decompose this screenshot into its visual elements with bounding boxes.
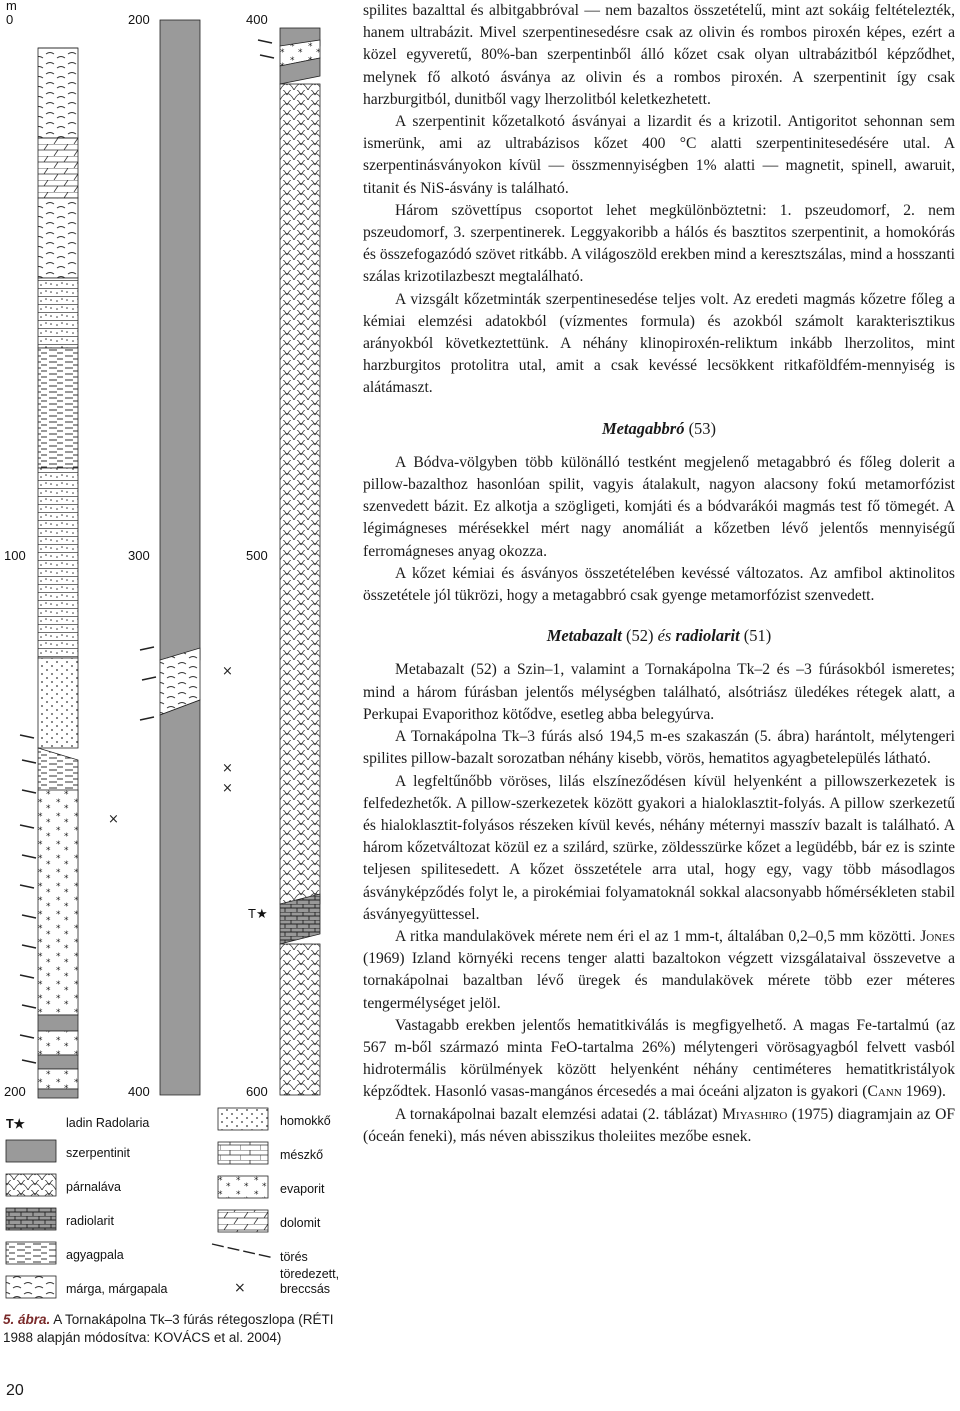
p12-part-b: (1975) diagramjain az OF (óceán feneki), más néven abisszikus tholeiites mezőbe esnek. bbox=[363, 1105, 956, 1145]
legend-serpentinite: szerpentinit bbox=[66, 1146, 130, 1160]
legend-fault: törés bbox=[280, 1250, 308, 1264]
heading-conjunction: és bbox=[653, 626, 676, 646]
column-drawing bbox=[0, 0, 362, 1305]
legend-radiolaria: ladin Radolaria bbox=[66, 1116, 150, 1130]
paragraph-5: A Bódva-völgyben több különálló testként megjelenő metagabbró és főleg dolerit a pillow-bazalthoz hasonlóan spilit, vagyis átalakult, nagyon alacsony fokú metamorfózist szenvedett bázit. Ez alkotja a szögligeti, komjáti és a bódvarákói magmás test fő tömegét. A légimágneses mérésekkel mért nagy anomáliát a kőzetben lévő jelentős mennyiségű ferromágneses anyag okozza. bbox=[363, 453, 955, 560]
paragraph-1: spilites bazalttal és albitgabbróval — nem bazaltos összetételű, mint azt sokáig feltételezték, hanem ultrabázit. Mivel szerpentinesedésre csak az olivin és rombos piroxén képes, ezért a közel egyveretű, 80%-ban szerpentinből álló kőzet csak olyan ultrabázitból képződhet, melynek fő alkotó ásványa az olivin és a rombos piroxén. A szerpentinit így csak harzburgitból, dunitből vagy lherzolitból keletkezhetett. bbox=[363, 2, 955, 108]
radiolaria-marker: T★ bbox=[248, 906, 268, 921]
paragraph-11 bbox=[363, 1015, 955, 1104]
svg-text:×: × bbox=[222, 664, 233, 679]
legend-radiolarite: radiolarit bbox=[66, 1214, 114, 1228]
heading-metabazalt-number: (52) bbox=[621, 626, 654, 646]
paragraph-7: Metabazalt (52) a Szin–1, valamint a Tornakápolna Tk–2 és –3 fúrásokból ismeretes; mind a három fúrásban jelentős mélységben található, alsótriász üledékes rétegek alatt, a Perkupai Evaporithoz kötődve, esetleg abba belegyúrva. bbox=[363, 661, 955, 723]
svg-text:×: × bbox=[222, 781, 233, 796]
unit-label: m bbox=[6, 0, 17, 13]
section-heading-metagabbro bbox=[363, 418, 955, 440]
paragraph-8: A Tornakápolna Tk–3 fúrás alsó 194,5 m-es szakaszán (5. ábra) harántolt, mélytengeri spilites pillow-bazalt sorozatban néhány kisebb, vörös, hematitos agyagbetelepülés látható. bbox=[363, 728, 955, 768]
p11-part-a: Vastagabb erekben jelentős hematitkiválás is megfigyelhető. A magas Fe-tartalmú (az 567 m-ből származó minta FeO-tartalma 26%) mélytengeri vörösagyagból felvett vasból hidrotermális körülmények között helyenként néhány centiméteres hematitkristályok képződtek. Hasonló vasas-mangános ércesedés a mai óceáni aljzaton is gyakori ( bbox=[363, 1016, 955, 1101]
p11-part-b: 1969). bbox=[901, 1083, 946, 1101]
depth-label-col3-top: 400 bbox=[246, 12, 268, 27]
legend-sandstone: homokkő bbox=[280, 1114, 331, 1128]
legend-evaporite: evaporit bbox=[280, 1182, 325, 1196]
paragraph-4: A vizsgált kőzetminták szerpentinesedése teljes volt. Az eredeti magmás kőzetre főleg a kémiai elemzési adatokból (vízmentes formula) és azokból számolt karakterisztikus arányokból következtettünk. A néhány klinopiroxén-reliktum inkább lherzolitos, mint harzburgitos protolitra utal, amit a csak kevéssé lecsökkent ritkaföldfém-mennyiség is alátámaszt. bbox=[363, 290, 955, 397]
caption-lead: 5. ábra. bbox=[3, 1312, 51, 1327]
section-heading-metabazalt bbox=[363, 625, 955, 647]
p10-part-b: (1969) Izland környéki recens tenger alatti bazaltokon végzett vizsgálataival összevetve a tornakápolnai bazaltban lévő üregek és mandulakövek mérete több ezer méteres tengermélységet jelöl. bbox=[363, 950, 955, 1012]
legend-swatches bbox=[6, 1108, 274, 1298]
caption-text: A Tornakápolna Tk–3 fúrás rétegoszlopa (RÉTI 1988 alapján módosítva: KOVÁCS et al. 2004) bbox=[3, 1312, 334, 1345]
paragraph-3: Három szövettípus csoportot lehet megkülönböztetni: 1. pszeudomorf, 2. nem pszeudomorf, 3. szerpentinerek. Leggyakoribb a hálós és basztitos szerpentinit, a homokórás és összefogazódó szövet ritkább. A világoszöld erekben mind a keresztszálas, mind a hosszanti szálas krizotilazbeszt megtalálható. bbox=[363, 201, 955, 286]
depth-label-col3-bot: 600 bbox=[246, 1084, 268, 1099]
legend-dolomite: dolomit bbox=[280, 1216, 321, 1230]
legend-marl: márga, márgapala bbox=[66, 1282, 168, 1296]
paragraph-9: A legfeltűnőbb vöröses, lilás elszíneződésen kívül helyenként a pillowszerkezetek is felfedezhetők. A pillow-szerkezetek között gyakori a hialoklasztit-folyás. A pillow szerkezetű és hialoklasztit-folyásos részeken kívül kevés, néhány méternyi masszív bazalt is található. A három kőzetváltozat közül ez a szilárd, szürke, zöldesszürke kőzet a legüdébb, bár ez is szinte teljesen spilitesedett. A kőzet összetétele arra utal, hogy egy, vagy több másodlagos ásványképződés folyt le, a pirokémiai folyamatoknál sokkal alacsonyabb hőmérsékleten stabil ásványegyüttessel. bbox=[363, 772, 955, 923]
paragraph-10 bbox=[363, 926, 955, 1015]
depth-label-col1-top: 0 bbox=[6, 12, 14, 27]
legend-brecciated: töredezett, breccsás bbox=[280, 1267, 340, 1296]
paragraph-2: A szerpentinit kőzetalkotó ásványai a lizardit és a krizotil. Antigoritot sehonnan sem ismerünk, ami az ultrabázisos kőzet 400 °C alatti szerpentinitesedésére utal. A szerpentinásványokon kívül — összmennyiségben 1% alatti — magnetit, spinell, awaruit, titanit és NiS-ásvány is található. bbox=[363, 113, 955, 197]
paragraph-12 bbox=[363, 1104, 955, 1148]
column-2 bbox=[140, 20, 233, 1095]
p11-author: Cann bbox=[867, 1083, 902, 1101]
legend-radiolaria-symbol: T★ bbox=[6, 1117, 25, 1131]
figure-caption bbox=[3, 1311, 359, 1347]
body-text-column bbox=[363, 0, 955, 1148]
depth-label-col1-bot: 200 bbox=[4, 1084, 26, 1099]
heading-radiolarit-number: (51) bbox=[739, 626, 772, 646]
svg-text:×: × bbox=[234, 1280, 246, 1296]
heading-metagabbro-number: (53) bbox=[684, 418, 717, 438]
p12-part-a: A tornakápolnai bazalt elemzési adatai (2. táblázat) bbox=[395, 1105, 723, 1123]
legend-pillow-lava: párnaláva bbox=[66, 1180, 121, 1194]
heading-metabazalt-title: Metabazalt bbox=[546, 626, 622, 646]
page-number: 20 bbox=[6, 1382, 24, 1399]
depth-label-col2-top: 200 bbox=[128, 12, 150, 27]
depth-label-col1-mid: 100 bbox=[4, 548, 26, 563]
svg-text:×: × bbox=[108, 812, 119, 827]
svg-text:×: × bbox=[222, 761, 233, 776]
legend-limestone: mészkő bbox=[280, 1148, 324, 1162]
heading-metagabbro-title: Metagabbró bbox=[601, 418, 685, 438]
depth-label-col2-bot: 400 bbox=[128, 1084, 150, 1099]
depth-label-col3-mid: 500 bbox=[246, 548, 268, 563]
column-1 bbox=[20, 48, 119, 1098]
p10-part-a: A ritka mandulakövek mérete nem éri el az 1 mm-t, általában 0,2–0,5 mm közötti. bbox=[395, 927, 921, 945]
legend-shale: agyagpala bbox=[66, 1248, 124, 1262]
p10-author: Jones bbox=[920, 927, 955, 945]
heading-radiolarit-title: radiolarit bbox=[675, 626, 740, 646]
paragraph-6: A kőzet kémiai és ásványos összetételében kevéssé változatos. Az amfibol aktinolitos összetétele jól tükrözi, hogy a metagabbró csak gyenge metamorfózist szenvedett. bbox=[363, 564, 955, 605]
p12-author: Miyashiro bbox=[722, 1105, 788, 1123]
depth-label-col2-mid: 300 bbox=[128, 548, 150, 563]
column-3 bbox=[258, 28, 320, 1095]
stratigraphic-column-figure bbox=[0, 0, 362, 1411]
